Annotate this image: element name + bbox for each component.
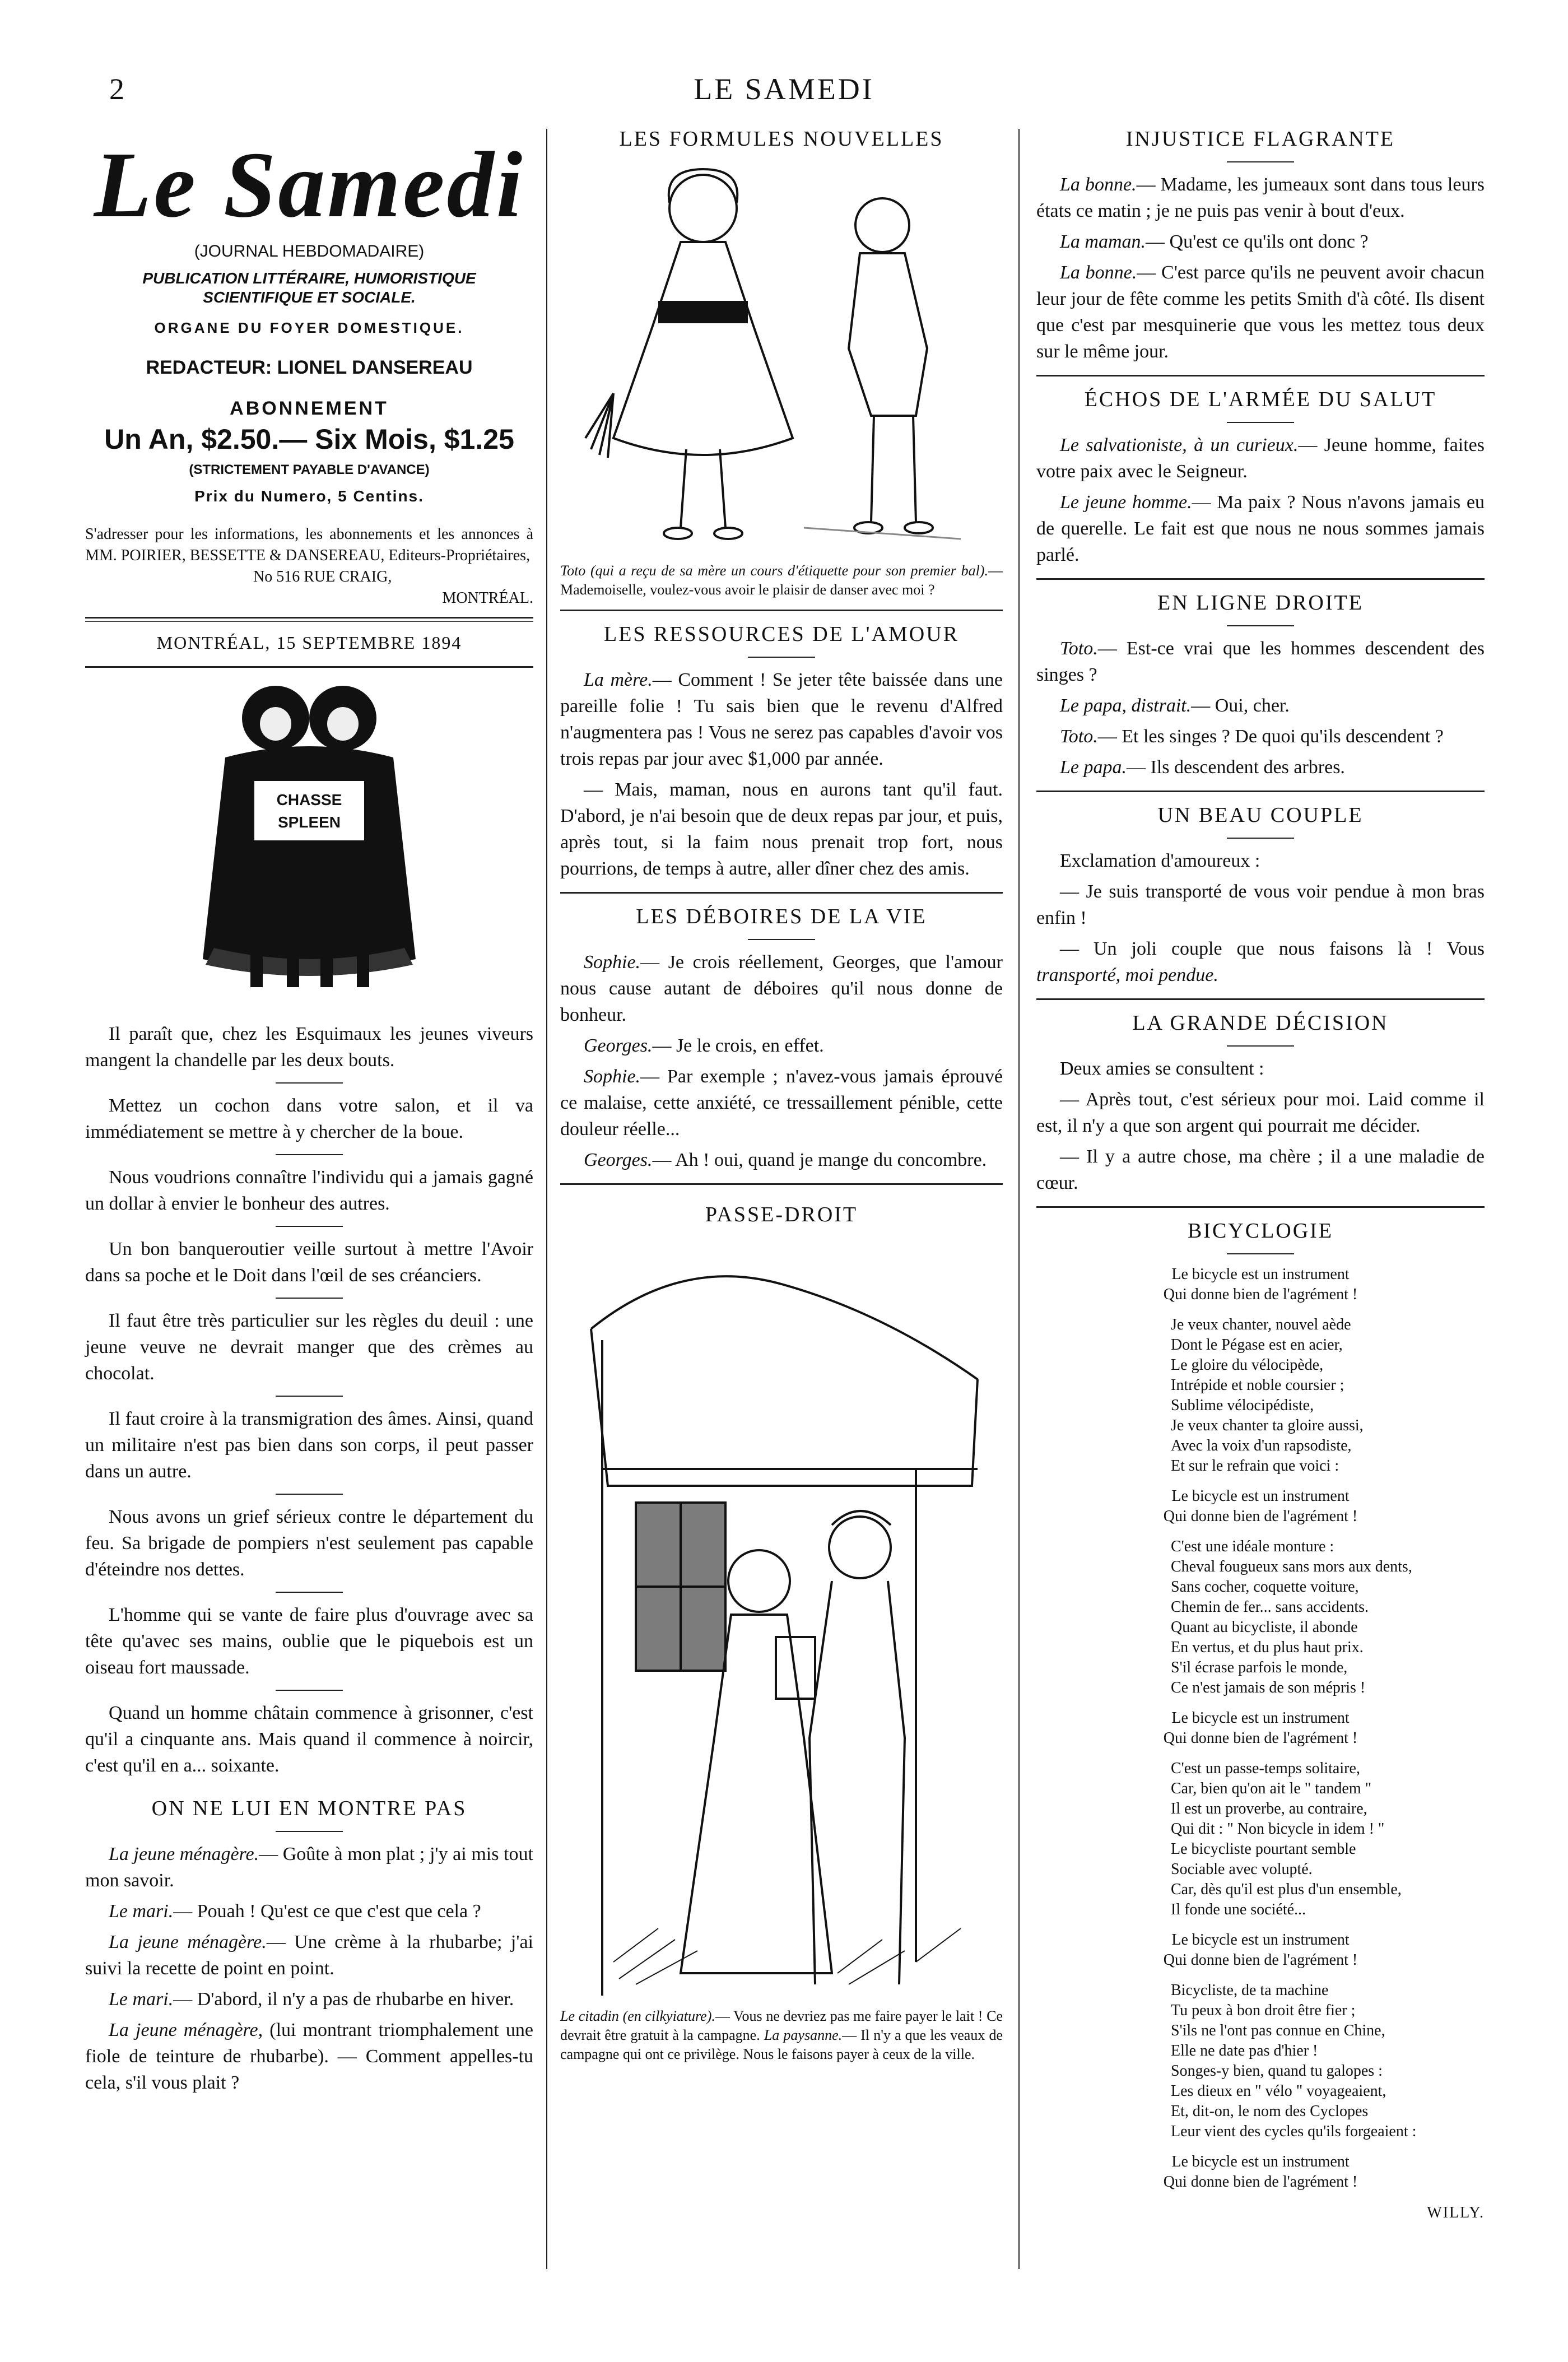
col1-paragraph: Il faut croire à la transmigration des âmes. Ainsi, quand un militaire n'est pas bien dans son corps, il peut passer dans un autre. (85, 1408, 533, 1482)
dialogue-speaker: Le jeune homme. (1060, 492, 1192, 513)
refrain-line: Le bicycle est un instrument (1171, 1487, 1350, 1505)
col1-paragraph: Nous avons un grief sérieux contre le département du feu. Sa brigade de pompiers n'est seulement pas capable d'éteindre nos dettes. (85, 1507, 533, 1580)
dialogue-text: — Madame, les jumeaux sont dans tous leurs états ce matin ; je ne puis pas venir à bout d'eux. (1036, 174, 1485, 221)
col1-paragraph: Nous voudrions connaître l'individu qui a jamais gagné un dollar à envier le bonheur des autres. (85, 1167, 533, 1214)
refrain-line: Le bicycle est un instrument (1171, 1931, 1350, 1949)
issue-date: MONTRÉAL, 15 SEPTEMBRE 1894 (156, 633, 462, 653)
formules-caption (560, 561, 1003, 599)
dialogue-text: — Et les singes ? De quoi qu'ils descendent ? (1097, 726, 1444, 747)
dialogue-line (1036, 432, 1485, 485)
verse-line: Car, bien qu'on ait le " tandem " (1171, 1780, 1372, 1797)
dialogue-speaker: La jeune ménagère. (109, 1932, 267, 1952)
dialogue-text: — Est-ce vrai que les hommes descendent des singes ? (1036, 638, 1485, 685)
dialogue-text: — Goûte à mon plat ; j'y ai mis tout mon savoir. (85, 1844, 533, 1891)
deboires-dialogue (560, 949, 1003, 1173)
dialogue-text: — D'abord, il n'y a pas de rhubarbe en hiver. (173, 1989, 514, 2010)
poem-refrain (1036, 2152, 1485, 2192)
masthead-address: S'adresser pour les informations, les abonnements et les annonces à MM. POIRIER, BESSETTE & DANSEREAU, Editeurs-Propriétaires, (85, 526, 533, 564)
beau-couple-line-1: — Je suis transporté de vous voir pendue à mon bras enfin ! (1036, 881, 1485, 928)
rule (276, 1831, 343, 1832)
injustice-dialogue (1036, 171, 1485, 365)
verse-line: Les dieux en " vélo " voyageaient, (1171, 2082, 1386, 2100)
heading-formules: LES FORMULES NOUVELLES (619, 127, 944, 151)
formules-illustration (569, 158, 994, 561)
dialogue-line (85, 1986, 533, 2012)
ligne-droite-dialogue (1036, 635, 1485, 780)
date-rule (85, 666, 533, 668)
dialogue-speaker: La bonne. (1060, 174, 1137, 195)
beau-couple-line-2-text: — Un joli couple que nous faisons là ! Vous (1060, 938, 1485, 959)
dialogue-speaker: Toto. (1060, 726, 1098, 747)
refrain-line: Le bicycle est un instrument (1171, 1709, 1350, 1727)
ressources-p1-text: — Comment ! Se jeter tête baissée dans une pareille folie ! Tu sais bien que le revenu d'Alfred n'augmentera pas ! Vous ne serez pas capables d'avoir vos trois repas par jour avec $1,000 par année. (560, 669, 1003, 769)
heading-ressources: LES RESSOURCES DE L'AMOUR (604, 622, 959, 646)
poem-refrain (1036, 1486, 1485, 1527)
rule (1227, 1253, 1294, 1254)
sign-line-1: CHASSE (276, 791, 342, 808)
citadin-paysanne-graphic (569, 1234, 994, 2007)
verse-line: Sociable avec volupté. (1171, 1861, 1313, 1878)
dialogue-line (1036, 723, 1485, 750)
dialogue-text: — Oui, cher. (1191, 695, 1290, 716)
passe-droit-text-2: — Il n'y a que les veaux de campagne qui ont ce privilège. Nous le faisons payer à ceux de la ville. (560, 2027, 1003, 2062)
dialogue-text: — Je crois réellement, Georges, que l'amour nous cause autant de déboires qu'il nous donne de bonheur. (560, 952, 1003, 1025)
poem-signature: WILLY. (1427, 2204, 1485, 2221)
refrain-line: Qui donne bien de l'agrément ! (1163, 2173, 1358, 2191)
verse-line: En vertus, et du plus haut prix. (1171, 1639, 1364, 1656)
col1-paragraphs (85, 1021, 533, 1779)
col1-paragraph: Mettez un cochon dans votre salon, et il va immédiatement se mettre à y chercher de la boue. (85, 1095, 533, 1142)
dialogue-text: — Je le crois, en effet. (652, 1035, 824, 1056)
dialogue-speaker: Le mari. (109, 1989, 174, 2010)
poem-stanza (1036, 1759, 1485, 1920)
heading-passe-droit: PASSE-DROIT (705, 1203, 858, 1226)
dialogue-text: — Ma paix ? Nous n'avons jamais eu de querelle. Le fait est que nous ne nous sommes jamais parlé. (1036, 492, 1485, 565)
rule (1227, 422, 1294, 423)
dialogue-text: — C'est parce qu'ils ne peuvent avoir chacun leur jour de fête comme les petits Smith d'à côté. Ils disent que c'est par mesquinerie que vous les mettez tous deux sur le même jour. (1036, 262, 1485, 362)
dialogue-text: — Qu'est ce qu'ils ont donc ? (1146, 231, 1369, 252)
column-2 (560, 126, 1003, 2064)
heading-grande-decision: LA GRANDE DÉCISION (1132, 1011, 1389, 1035)
rule (1036, 1206, 1485, 1208)
ressources-p1 (560, 667, 1003, 772)
verse-line: Qui dit : " Non bicycle in idem ! " (1171, 1820, 1385, 1838)
col1-paragraph: Il faut être très particulier sur les règles du deuil : une jeune veuve ne devrait manger que des crèmes au chocolat. (85, 1310, 533, 1384)
dialogue-line (560, 1147, 1003, 1173)
dialogue-line (1036, 171, 1485, 224)
passe-droit-text-1: — Vous ne devriez pas me faire payer le lait ! Ce devrait être gratuit à la campagne. (560, 2008, 1003, 2043)
dialogue-line (1036, 692, 1485, 719)
masthead-tagline-2: SCIENTIFIQUE ET SOCIALE. (203, 289, 416, 306)
masthead-subscription: ABONNEMENT (230, 398, 389, 419)
poem-refrain (1036, 1930, 1485, 1970)
poem-stanza (1036, 1980, 1485, 2142)
girl-and-boy-graphic (569, 158, 994, 561)
refrain-line: Le bicycle est un instrument (1171, 2153, 1350, 2170)
dialogue-text: — Une crème à la rhubarbe; j'ai suivi la recette de point en point. (85, 1932, 533, 1979)
dialogue-line (1036, 259, 1485, 365)
beau-couple-line-2-italic: transporté, moi pendue. (1036, 965, 1218, 985)
refrain-line: Qui donne bien de l'agrément ! (1163, 1729, 1358, 1747)
column-3 (1036, 126, 1485, 2224)
ressources-speaker: La mère. (584, 669, 653, 690)
verse-line: Le bicycliste pourtant semble (1171, 1840, 1356, 1858)
masthead-issue-price: Prix du Numero, 5 Centins. (194, 487, 424, 505)
verse-line: Il fonde une société... (1171, 1901, 1306, 1918)
dialogue-speaker: Le papa. (1060, 757, 1127, 778)
masthead-street: No 516 RUE CRAIG, (253, 568, 392, 585)
page-number: 2 (109, 72, 124, 106)
dialogue-speaker: La jeune ménagère, (109, 2020, 263, 2040)
dialogue-line (1036, 229, 1485, 255)
masthead-rule (85, 617, 533, 622)
verse-line: Dont le Pégase est en acier, (1171, 1336, 1343, 1354)
rule (1036, 998, 1485, 1000)
rule (1227, 1045, 1294, 1047)
heading-injustice: INJUSTICE FLAGRANTE (1125, 127, 1395, 151)
masthead-title: Le Samedi (94, 133, 525, 237)
decision-intro: Deux amies se consultent : (1060, 1058, 1264, 1079)
dialogue-speaker: Le salvationiste, à un curieux. (1060, 435, 1299, 455)
beau-couple-intro: Exclamation d'amoureux : (1060, 850, 1260, 871)
dialogue-text: — Ah ! oui, quand je mange du concombre. (652, 1150, 987, 1170)
col1-paragraph: Un bon banqueroutier veille surtout à mettre l'Avoir dans sa poche et le Doit dans l'œil de ses créanciers. (85, 1239, 533, 1286)
dialogue-line (85, 2017, 533, 2096)
dialogue-text: — Ils descendent des arbres. (1127, 757, 1345, 778)
rule (748, 657, 815, 658)
echos-dialogue (1036, 432, 1485, 568)
column-rule-left (546, 129, 547, 2269)
verse-line: Songes-y bien, quand tu galopes : (1171, 2062, 1383, 2080)
bicyclogie-poem (1036, 1264, 1485, 2192)
dialogue-text: — Pouah ! Qu'est ce que c'est que cela ? (173, 1901, 481, 1922)
rule (276, 1592, 343, 1593)
heading-ligne-droite: EN LIGNE DROITE (1157, 591, 1364, 615)
eskimo-illustration (192, 679, 427, 1004)
dialogue-speaker: Le mari. (109, 1901, 174, 1922)
refrain-line: Qui donne bien de l'agrément ! (1163, 1286, 1358, 1303)
formules-caption-text: — Mademoiselle, voulez-vous avoir le plaisir de danser avec moi ? (560, 562, 1003, 598)
verse-line: Intrépide et noble coursier ; (1171, 1377, 1344, 1394)
heading-bicyclogie: BICYCLOGIE (1187, 1219, 1334, 1243)
verse-line: Sans cocher, coquette voiture, (1171, 1578, 1359, 1596)
verse-line: Car, dès qu'il est plus d'un ensemble, (1171, 1881, 1402, 1898)
ressources-p2: — Mais, maman, nous en aurons tant qu'il faut. D'abord, je n'ai besoin que de deux repas par jour, et puis, après tout, si la faim nous prenait trop fort, nous pourrions, de temps à autre, aller dîner chez des amis. (560, 779, 1003, 879)
on-ne-lui-dialogue (85, 1841, 533, 2096)
dialogue-line (1036, 489, 1485, 568)
dialogue-speaker: Georges. (584, 1150, 653, 1170)
dialogue-line (85, 1841, 533, 1894)
dialogue-speaker: La bonne. (1060, 262, 1137, 283)
rule (276, 1154, 343, 1155)
rule (560, 892, 1003, 894)
passe-droit-caption (560, 2007, 1003, 2064)
verse-line: Leur vient des cycles qu'ils forgeaient : (1171, 2123, 1417, 2140)
decision-line-2: — Il y a autre chose, ma chère ; il a une maladie de cœur. (1036, 1146, 1485, 1193)
eskimo-figures-graphic (192, 679, 427, 1004)
verse-line: Sublime vélocipédiste, (1171, 1397, 1314, 1414)
verse-line: Quant au bicycliste, il abonde (1171, 1619, 1358, 1636)
dialogue-speaker: Toto. (1060, 638, 1098, 659)
masthead-payment-terms: (STRICTEMENT PAYABLE D'AVANCE) (189, 462, 430, 477)
verse-line: Elle ne date pas d'hier ! (1171, 2042, 1318, 2059)
dialogue-speaker: Sophie. (584, 952, 641, 973)
rule (1227, 161, 1294, 162)
verse-line: Ce n'est jamais de son mépris ! (1171, 1679, 1366, 1696)
verse-line: C'est une idéale monture : (1171, 1538, 1334, 1555)
rule (276, 1396, 343, 1397)
rule (748, 939, 815, 940)
rule (1036, 791, 1485, 792)
verse-line: Chemin de fer... sans accidents. (1171, 1598, 1369, 1616)
heading-on-ne-lui: ON NE LUI EN MONTRE PAS (151, 1797, 467, 1820)
dialogue-text: (lui montrant triomphalement une fiole de teinture de rhubarbe). — Comment appelles-tu cela, s'il vous plait ? (85, 2020, 533, 2093)
refrain-line: Qui donne bien de l'agrément ! (1163, 1508, 1358, 1525)
heading-deboires: LES DÉBOIRES DE LA VIE (636, 905, 927, 928)
column-1 (85, 126, 533, 2100)
rule (1036, 578, 1485, 580)
rule (276, 1494, 343, 1495)
verse-line: S'ils ne l'ont pas connue en Chine, (1171, 2022, 1385, 2039)
rule (1227, 625, 1294, 626)
masthead-tagline-1: PUBLICATION LITTÉRAIRE, HUMORISTIQUE (142, 269, 476, 287)
verse-line: Bicycliste, de ta machine (1171, 1982, 1329, 1999)
verse-line: Avec la voix d'un rapsodiste, (1171, 1437, 1352, 1454)
poem-refrain (1036, 1264, 1485, 1305)
verse-line: Tu peux à bon droit être fier ; (1171, 2002, 1356, 2019)
verse-line: Je veux chanter ta gloire aussi, (1171, 1417, 1364, 1434)
rule (276, 1690, 343, 1691)
col1-paragraph: Quand un homme châtain commence à grisonner, c'est qu'il a cinquante ans. Mais quand il commence à noircir, c'est qu'il en a... soixante. (85, 1703, 533, 1776)
passe-droit-speaker-2: La paysanne. (764, 2027, 843, 2043)
col1-paragraph: L'homme qui se vante de faire plus d'ouvrage avec sa tête qu'avec ses mains, oublie que le piquebois est un oiseau fort maussade. (85, 1605, 533, 1678)
verse-line: S'il écrase parfois le monde, (1171, 1659, 1348, 1676)
passe-droit-speaker-1: Le citadin (en cilkyiature). (560, 2008, 715, 2024)
heading-echos: ÉCHOS DE L'ARMÉE DU SALUT (1084, 388, 1437, 411)
rule (276, 1082, 343, 1084)
verse-line: Cheval fougueux sans mors aux dents, (1171, 1558, 1412, 1575)
dialogue-speaker: La maman. (1060, 231, 1146, 252)
verse-line: Le gloire du vélocipède, (1171, 1356, 1324, 1374)
verse-line: Je veux chanter, nouvel aède (1171, 1316, 1351, 1333)
poem-stanza (1036, 1537, 1485, 1698)
formules-caption-speaker: Toto (qui a reçu de sa mère un cours d'étiquette pour son premier bal). (560, 562, 988, 579)
rule (1036, 375, 1485, 376)
masthead-prices: Un An, $2.50.— Six Mois, $1.25 (104, 424, 514, 455)
heading-beau-couple: UN BEAU COUPLE (1157, 803, 1364, 827)
dialogue-speaker: Georges. (584, 1035, 653, 1056)
rule (276, 1226, 343, 1227)
masthead-organ: ORGANE DU FOYER DOMESTIQUE. (154, 319, 464, 336)
verse-line: Et, dit-on, le nom des Cyclopes (1171, 2103, 1369, 2120)
dialogue-line (560, 1063, 1003, 1142)
sign-line-2: SPLEEN (277, 813, 341, 831)
rule (560, 1183, 1003, 1185)
refrain-line: Le bicycle est un instrument (1171, 1266, 1350, 1283)
dialogue-line (1036, 754, 1485, 780)
poem-stanza (1036, 1315, 1485, 1476)
decision-line-1: — Après tout, c'est sérieux pour moi. Laid comme il est, il n'y a que son argent qui pourrait me décider. (1036, 1089, 1485, 1136)
column-rule-right (1018, 129, 1020, 2269)
dialogue-speaker: La jeune ménagère. (109, 1844, 259, 1865)
rule (1227, 838, 1294, 839)
rule (276, 1298, 343, 1299)
col1-paragraph: Il paraît que, chez les Esquimaux les jeunes viveurs mangent la chandelle par les deux bouts. (85, 1024, 533, 1071)
verse-line: Il est un proverbe, au contraire, (1171, 1800, 1367, 1817)
verse-line: Et sur le refrain que voici : (1171, 1457, 1339, 1475)
dialogue-speaker: Le papa, distrait. (1060, 695, 1192, 716)
refrain-line: Qui donne bien de l'agrément ! (1163, 1951, 1358, 1969)
poem-refrain (1036, 1708, 1485, 1749)
masthead-editor: REDACTEUR: LIONEL DANSEREAU (146, 357, 473, 378)
masthead-city: MONTRÉAL. (442, 589, 533, 607)
dialogue-line (85, 1898, 533, 1924)
verse-line: C'est un passe-temps solitaire, (1171, 1760, 1360, 1777)
passe-droit-illustration (569, 1234, 994, 2007)
dialogue-line (1036, 635, 1485, 688)
dialogue-line (560, 949, 1003, 1028)
rule (560, 610, 1003, 611)
running-head: LE SAMEDI (694, 72, 874, 106)
masthead-subtitle: (JOURNAL HEBDOMADAIRE) (194, 242, 425, 261)
dialogue-speaker: Sophie. (584, 1066, 641, 1087)
beau-couple-line-2 (1036, 936, 1485, 988)
dialogue-line (85, 1929, 533, 1982)
dialogue-line (560, 1033, 1003, 1059)
dialogue-text: — Jeune homme, faites votre paix avec le Seigneur. (1036, 435, 1485, 482)
dialogue-text: — Par exemple ; n'avez-vous jamais éprouvé ce malaise, cette anxiété, ce tressaillement pénible, cette douleur réelle... (560, 1066, 1003, 1140)
